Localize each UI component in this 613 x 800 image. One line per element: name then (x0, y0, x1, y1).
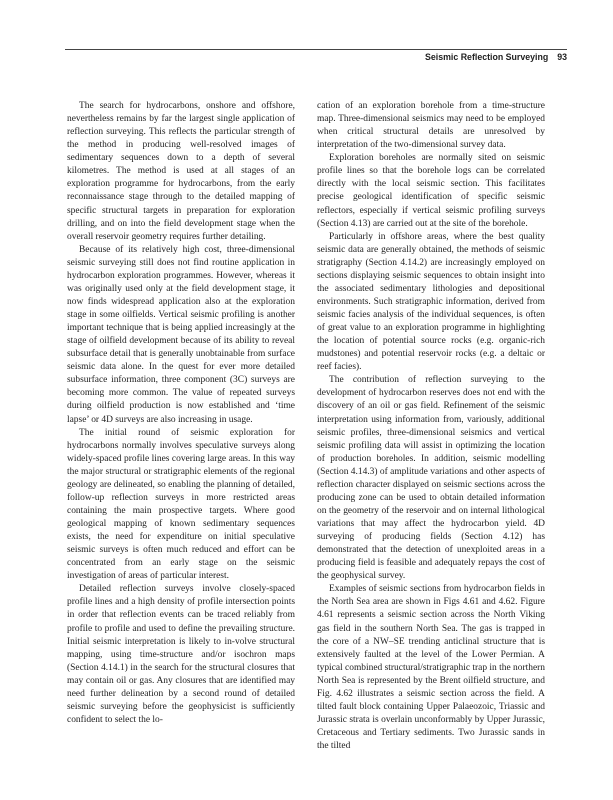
paragraph-continued: cation of an exploration borehole from a time-structure map. Three-dimensional seismics may need to be employed when critical structural details are unresolved by interpretation of the two-dimensional survey data. (317, 101, 545, 151)
paragraph: Exploration boreholes are normally sited on seismic profile lines so that the borehole logs can be correlated directly with the local seismic section. This facilitates precise geological identification of specific seismic reflectors, especially if vertical seismic profiling surveys (Section 4.13) are carried out at the site of the borehole. (317, 153, 545, 229)
paragraph: The search for hydrocarbons, onshore and offshore, nevertheless remains by far the largest single application of reflection surveying. This reflects the particular strength of the method in producing well-resolved images of sedimentary sequences down to a depth of several kilometres. The method is used at all stages of an exploration programme for hydrocarbons, from the early reconnaissance stage through to the detailed mapping of specific structural targets in preparation for exploration drilling, and on into the field development stage when the overall reservoir geometry requires further detailing. (67, 101, 295, 242)
paragraph: Particularly in offshore areas, where the best quality seismic data are generally obtained, the methods of seismic stratigraphy (Section 4.14.2) are increasingly employed on sections displaying seismic sequences to obtain insight into the associated sedimentary lithologies and depositional environments. Such stratigraphic information, derived from seismic facies analysis of the individual sequences, is often of great value to an exploration programme in highlighting the location of potential source rocks (e.g. organic-rich mudstones) and potential reservoir rocks (e.g. a deltaic or reef facies). (317, 231, 545, 373)
running-title: Seismic Reflection Surveying (425, 52, 549, 62)
paragraph: The contribution of reflection surveying to the development of hydrocarbon reserves does not end with the discovery of an oil or gas field. Refinement of the seismic interpretation using information from, variously, additional seismic profiles, three-dimensional seismics and vertical seismic profiling data will assist in optimizing the location of production boreholes. In addition, seismic modelling (Section 4.14.3) of amplitude variations and other aspects of reflection character displayed on seismic sections across the producing zone can be used to obtain detailed information on the geometry of the reservoir and on internal lithological variations that may affect the hydrocarbon yield. 4D surveying of producing fields (Section 4.12) has demonstrated that the detection of unexploited areas in a producing field is feasible and adequately repays the cost of the geophysical survey. (317, 375, 546, 582)
header-rule (65, 49, 567, 50)
page-number: 93 (557, 52, 567, 62)
paragraph: Detailed reflection surveys involve closely-spaced profile lines and a high density of profile intersection points in order that reflection events can be traced reliably from profile to profile and used to define the prevailing structure. Initial seismic interpretation is likely to in-volve structural mapping, using time-structure and/or isochron maps (Section 4.14.1) in the search for the structural closures that may contain oil or gas. Any closures that are identified may need further delineation by a second round of detailed seismic surveying before the geophysicist is sufficiently confident to select the lo- (67, 584, 295, 725)
running-header (425, 52, 567, 68)
right-column (317, 100, 545, 753)
paragraph: Because of its relatively high cost, three-dimensional seismic surveying still does not find routine application in hydrocarbon exploration programmes. However, whereas it was originally used only at the field development stage, it now finds widespread application also at the exploration stage in some oilfields. Vertical seismic profiling is another important technique that is being applied increasingly at the stage of oilfield development because of its ability to reveal subsurface detail that is generally unobtainable from surface seismic data alone. In the quest for ever more detailed subsurface information, three component (3C) surveys are becoming more common. The value of repeated surveys during oilfield production is now established and ‘time lapse’ or 4D surveys are also increasing in usage. (67, 244, 295, 425)
left-column (67, 100, 295, 727)
paragraph: The initial round of seismic exploration for hydrocarbons normally involves speculative surveys along widely-spaced profile lines covering large areas. In this way the major structural or stratigraphic elements of the regional geology are delineated, so enabling the planning of detailed, follow-up reflection surveys in more restricted areas containing the main prospective targets. Where good geological mapping of known sedimentary sequences exists, the need for expenditure on initial speculative seismic surveys is often much reduced and effort can be concentrated from an early stage on the seismic investigation of areas of particular interest. (67, 427, 295, 582)
paragraph: Examples of seismic sections from hydrocarbon fields in the North Sea area are shown in Figs 4.61 and 4.62. Figure 4.61 represents a seismic section across the North Viking gas field in the southern North Sea. The gas is trapped in the core of a NW–SE trending anticlinal structure that is extensively faulted at the level of the Lower Permian. A typical combined structural/stratigraphic trap in the northern North Sea is represented by the Brent oilfield structure, and Fig. 4.62 illustrates a seismic section across the field. A tilted fault block containing Upper Palaeozoic, Triassic and Jurassic strata is overlain unconformably by Upper Jurassic, Cretaceous and Tertiary sediments. Two Jurassic sands in the tilted (317, 584, 545, 752)
